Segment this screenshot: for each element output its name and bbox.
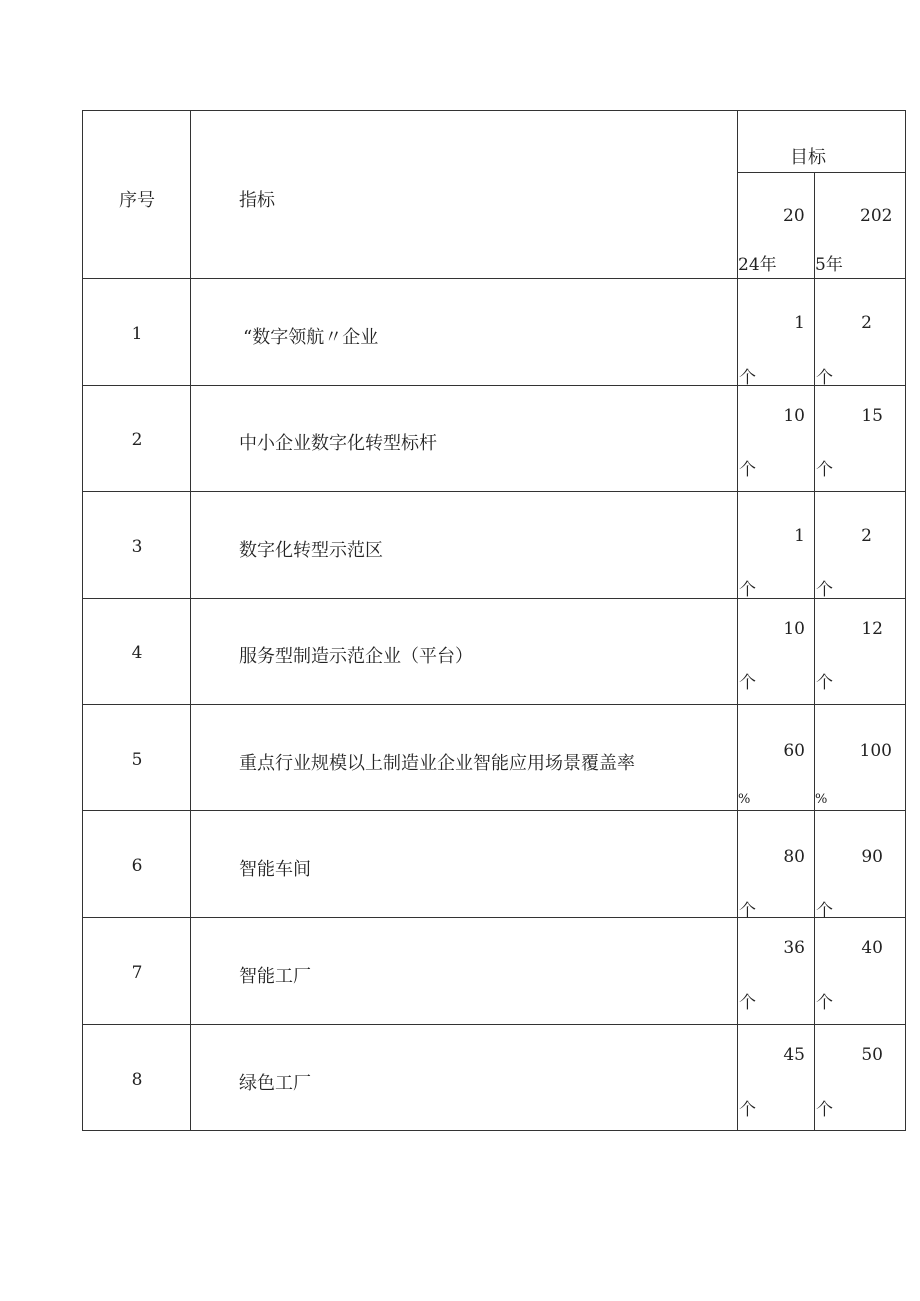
header-year1-top: 20 <box>783 206 805 226</box>
row-divider <box>83 385 905 386</box>
row-indicator: 智能车间 <box>239 859 311 880</box>
unit-2025: 个 <box>816 368 833 388</box>
value-2025: 2 <box>861 526 872 546</box>
unit-2024: 个 <box>739 1100 756 1120</box>
row-divider <box>83 278 905 279</box>
targets-table <box>82 110 906 1131</box>
row-divider <box>83 598 905 599</box>
unit-2024: % <box>738 792 751 807</box>
unit-2025: 个 <box>816 673 833 693</box>
header-year2-bottom: 5年 <box>815 255 843 275</box>
unit-2025: 个 <box>816 1100 833 1120</box>
value-2024: 1 <box>794 526 805 546</box>
unit-2025: 个 <box>816 993 833 1013</box>
row-seq: 8 <box>131 1070 143 1090</box>
row-indicator: 重点行业规模以上制造业企业智能应用场景覆盖率 <box>239 753 635 774</box>
row-indicator: 绿色工厂 <box>239 1073 311 1094</box>
header-year2-top: 202 <box>860 206 893 226</box>
row-seq: 2 <box>131 430 143 450</box>
row-seq: 1 <box>131 324 143 344</box>
row-seq: 7 <box>131 963 143 983</box>
unit-2025: 个 <box>816 580 833 600</box>
value-2025: 40 <box>861 938 883 958</box>
unit-2024: 个 <box>739 580 756 600</box>
value-2025: 90 <box>861 847 883 867</box>
row-seq: 5 <box>131 750 143 770</box>
row-indicator: “数字领航〃企业 <box>243 327 379 348</box>
value-2024: 60 <box>783 741 805 761</box>
header-year1-bottom: 24年 <box>738 255 777 275</box>
unit-2024: 个 <box>739 901 756 921</box>
unit-2024: 个 <box>739 993 756 1013</box>
unit-2024: 个 <box>739 368 756 388</box>
header-seq: 序号 <box>119 190 155 211</box>
unit-2025: 个 <box>816 901 833 921</box>
value-2025: 12 <box>861 619 883 639</box>
row-divider <box>83 704 905 705</box>
value-2025: 15 <box>861 406 883 426</box>
unit-2024: 个 <box>739 460 756 480</box>
row-seq: 4 <box>131 643 143 663</box>
row-indicator: 中小企业数字化转型标杆 <box>239 433 437 454</box>
row-divider <box>83 810 905 811</box>
value-2024: 1 <box>794 313 805 333</box>
value-2025: 2 <box>861 313 872 333</box>
row-seq: 6 <box>131 856 143 876</box>
header-indicator: 指标 <box>239 190 275 211</box>
value-2025: 50 <box>861 1045 883 1065</box>
row-divider <box>83 917 905 918</box>
target-header-divider <box>737 172 905 173</box>
unit-2024: 个 <box>739 673 756 693</box>
unit-2025: 个 <box>816 460 833 480</box>
value-2025: 100 <box>859 741 892 761</box>
row-indicator: 智能工厂 <box>239 966 311 987</box>
row-divider <box>83 491 905 492</box>
value-2024: 80 <box>783 847 805 867</box>
header-target: 目标 <box>790 147 826 168</box>
value-2024: 45 <box>783 1045 805 1065</box>
row-indicator: 数字化转型示范区 <box>239 540 383 561</box>
row-seq: 3 <box>131 537 143 557</box>
value-2024: 36 <box>783 938 805 958</box>
row-indicator: 服务型制造示范企业（平台） <box>239 646 473 667</box>
unit-2025: % <box>815 792 828 807</box>
row-divider <box>83 1024 905 1025</box>
value-2024: 10 <box>783 406 805 426</box>
value-2024: 10 <box>783 619 805 639</box>
